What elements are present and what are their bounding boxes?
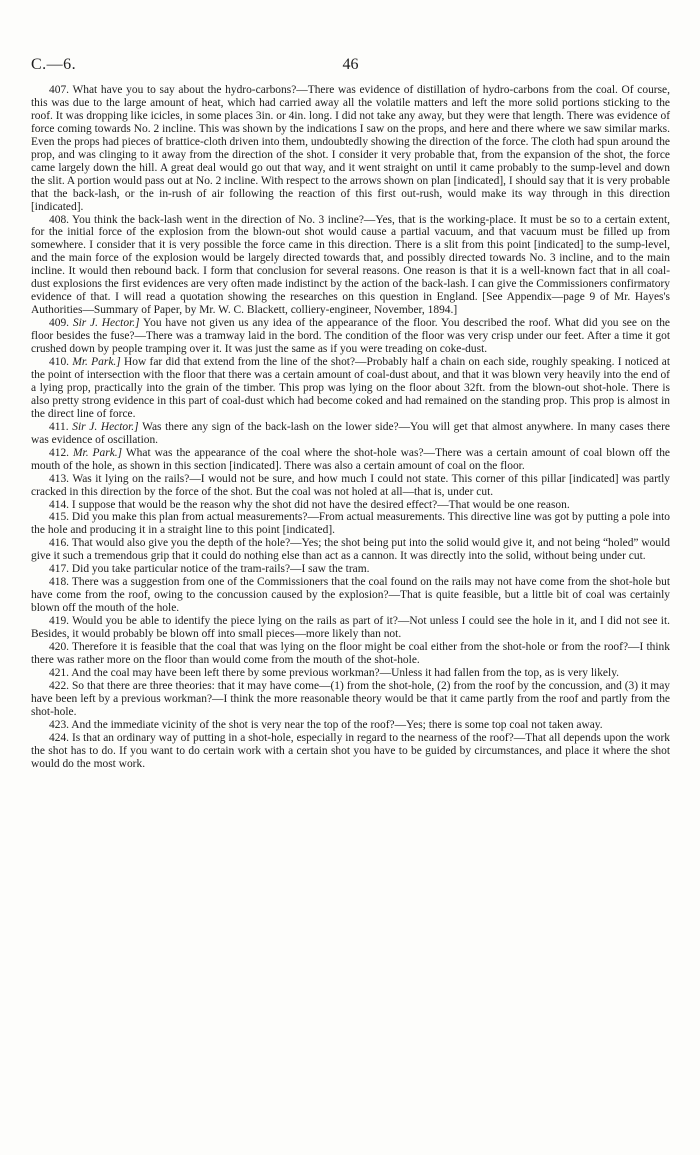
question-text: What was the appearance of the coal where the shot-hole was?—There was a certain amount of coal blown off the mouth of the hole, as shown in this section [indicated]. There was also a certain amount of coal on the floor.: [31, 446, 670, 472]
speaker-label: Sir J. Hector.]: [72, 420, 139, 433]
evidence-text: [31, 84, 670, 771]
page-header: [31, 56, 670, 76]
question-407: 407. What have you to say about the hydro-carbons?—There was evidence of distillation of hydro-carbons from the coal. Of course, this was due to the large amount of heat, which had carried away all the volatile matters and left the more solid portions sticking to the roof. It was dropping like icicles, in some places 3in. or 4in. long. I did not take any away, but they were that length. There was evidence of force coming towards No. 2 incline. This was shown by the indications I saw on the props, and here and there where we saw similar marks. Even the props had pieces of brattice-cloth driven into them, undoubtedly showing the direction of the force. The cloth had spun around the prop, and was clinging to it away from the direction of the shot. I consider it very probable that, from the expansion of the shot, the force came largely down the hill. A great deal would go out that way, and it went straight on until it came probably to the sump-level and down the slit. A portion would pass out at No. 2 incline. With respect to the arrows shown on plan [indicated], I should say that it is very probable that the back-lash, or the in-rush of air following the reaction of this first out-rush, would make its way through in this direction [indicated].: [31, 84, 670, 213]
question-418: 418. There was a suggestion from one of the Commissioners that the coal found on the rails may not have come from the shot-hole but have come from the roof, owing to the concussion caused by the explosion?—That is quite feasible, but a little bit of coal was certainly blown off the mouth of the hole.: [31, 576, 670, 615]
question-412: [31, 447, 670, 473]
question-420: 420. Therefore it is feasible that the coal that was lying on the floor might be coal either from the shot-hole or from the roof?—I think there was rather more on the floor than would come from the mouth of the shot-hole.: [31, 640, 670, 666]
speaker-label: Mr. Park.]: [73, 446, 123, 459]
speaker-label: Mr. Park.]: [72, 356, 121, 369]
speaker-label: Sir J. Hector.]: [72, 317, 140, 330]
question-416: 416. That would also give you the depth of the hole?—Yes; the shot being put into the solid would give it, and not being “holed” would give it such a tremendous grip that it could do nothing else than act as a cannon. It was directly into the solid, without being under cut.: [31, 537, 670, 563]
question-number: 409.: [49, 317, 70, 330]
question-415: 415. Did you make this plan from actual measurements?—From actual measurements. This directive line was got by putting a pole into the hole and producing it in a straight line to this point [indicated].: [31, 511, 670, 537]
question-414: 414. I suppose that would be the reason why the shot did not have the desired effect?—That would be one reason.: [49, 498, 570, 511]
question-424: 424. Is that an ordinary way of putting in a shot-hole, especially in regard to the nearness of the roof?—That all depends upon the work the shot has to do. If you want to do certain work with a certain shot you have to be guided by circumstances, and place it where the shot would do the most work.: [31, 731, 670, 770]
question-419: 419. Would you be able to identify the piece lying on the rails as part of it?—Not unless I could see the hole in it, and I did not see it. Besides, it would probably be blown off into small pieces—more likely than not.: [31, 615, 670, 641]
question-410: [31, 356, 670, 421]
question-409: [31, 317, 670, 356]
question-text: How far did that extend from the line of the shot?—Probably half a chain on each side, roughly speaking. I noticed at the point of intersection with the floor that there was a certain amount of coal-dust about, and that it was blown very heavily into the end of a lying prop, practically into the grain of the timber. This prop was lying on the floor about 32ft. from the blown-out shot-hole. There is also pretty strong evidence in this part of coal-dust which had become coked and had remained on the standing prop. This prop is almost in the direct line of force.: [31, 356, 671, 420]
question-text: Was there any sign of the back-lash on the lower side?—You will get that almost anywhere. In many cases there was evidence of oscillation.: [31, 420, 671, 446]
question-421: 421. And the coal may have been left there by some previous workman?—Unless it had fallen from the top, as is very likely.: [49, 666, 620, 679]
question-413: 413. Was it lying on the rails?—I would not be sure, and how much I could not state. This corner of this pillar [indicated] was partly cracked in this direction by the force of the shot. But the coal was not holed at all—that is, under cut.: [31, 472, 670, 498]
document-reference: C.—6.: [31, 56, 77, 73]
question-number: 411.: [49, 420, 69, 433]
question-408: 408. You think the back-lash went in the direction of No. 3 incline?—Yes, that is the working-place. It must be so to a certain extent, for the initial force of the explosion from the blown-out shot would cause a partial vacuum, and that vacuum must be filled up from somewhere. I consider that it is very possible the force came in this direction. There is a slit from this point [indicated] to the sump-level, and the main force of the explosion would be largely directed towards that, and possibly directed towards No. 3 incline, and to the main incline. It would then rebound back. I form that conclusion for several reasons. One reason is that it is a well-known fact that in all coal-dust explosions the first evidences are very often made indistinct by the action of the back-lash. I can give the Commissioners confirmatory evidence of that. I will read a quotation showing the researches on this question in England. [See Appendix—page 9 of Mr. Hayes's Authorities—Summary of Paper, by Mr. W. C. Blackett, colliery-engineer, November, 1894.]: [31, 213, 670, 317]
question-number: 410.: [49, 356, 70, 369]
question-422: 422. So that there are three theories: that it may have come—(1) from the shot-hole, (2) from the roof by the concussion, and (3) it may have been left by a previous workman?—I think the more reasonable theory would be that it came partly from the roof and partly from the shot-hole.: [31, 679, 670, 718]
question-417: 417. Did you take particular notice of the tram-rails?—I saw the tram.: [49, 563, 370, 576]
question-text: You have not given us any idea of the appearance of the floor. You described the roof. What did you see on the floor besides the fuse?—There was a tramway laid in the bord. The condition of the floor was very crisp under our feet. After a time it got crushed down by people tramping over it. It was just the same as if you were treading on coke-dust.: [31, 317, 671, 356]
page-number: 46: [342, 56, 359, 73]
question-423: 423. And the immediate vicinity of the shot is very near the top of the roof?—Yes; there is some top coal not taken away.: [49, 718, 603, 731]
question-number: 412.: [49, 446, 70, 459]
question-411: [31, 421, 670, 447]
